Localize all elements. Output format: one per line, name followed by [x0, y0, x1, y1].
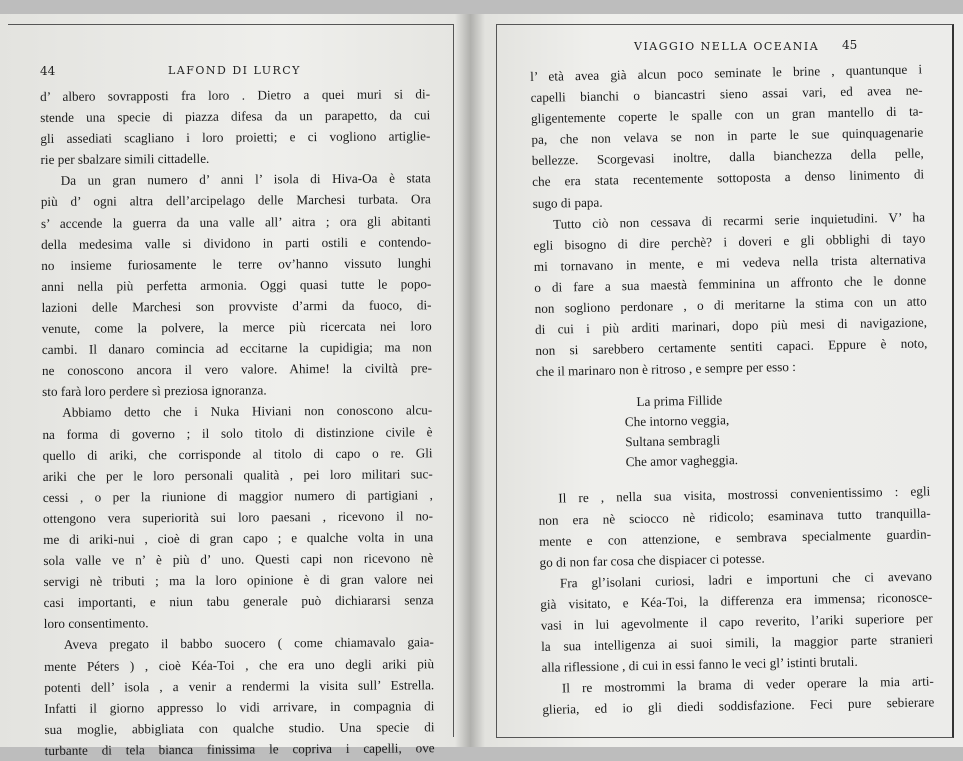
text-line: già visitato, e Kéa-Toi, la differenza era immensa; riconosce- — [540, 589, 933, 612]
right-page-text — [530, 58, 934, 720]
text-line: pa, che non velava se non in parte le sue quinquagenarie — [531, 124, 924, 148]
text-line: capelli bianchi o biancastri sieno assai vari, ed avea ne- — [530, 82, 923, 106]
text-line: gli assediati scagliano i loro proietti; e ci vogliono artiglie- — [40, 128, 431, 147]
text-line: loro consentimento. — [43, 615, 149, 632]
text-line: sua moglie, abbigliata con qualche studio. Una specie di — [44, 719, 435, 737]
poem-stanza — [536, 387, 929, 475]
text-line: bellezze. Scorgevasi inoltre, dalla bianchezza della pelle, — [531, 145, 924, 169]
text-line: sola valle ve n’ è più d’ uno. Questi capi non ricevono nè — [43, 550, 434, 569]
text-line: mi tornavano in mente, e mi vedeva nella trista alternativa — [533, 251, 926, 274]
text-line: servigi nè tributi ; ma la loro opinione è di gran valore nei — [43, 571, 434, 590]
book-gutter — [455, 14, 485, 747]
text-line: no insieme furiosamente le terre ov’hanno vissuto lunghi — [41, 255, 432, 273]
text-line: Il re mostrommi la brama di veder operare la mia arti- — [561, 673, 935, 696]
text-line: turbante di tela bianca finissima le copriva i capelli, ove — [44, 740, 435, 758]
text-line: venute, come la polvere, la merce più ricercata nei loro — [41, 318, 432, 337]
text-line: go di non far cosa che dispiacer ci potesse. — [539, 550, 765, 570]
text-line: Infatti il giorno appresso lo vidi arrivare, in compagnia di — [44, 697, 435, 716]
text-line: Tutto ciò non cessava di recarmi serie inquietudini. V’ ha — [552, 209, 926, 232]
text-line: ottengono vera superiorità sui loro paesani , ricevono il no- — [42, 508, 434, 526]
text-line: cambi. Il danaro comincia ad eccitarne la cupidigia; ma non — [41, 339, 432, 358]
text-line: na forma di governo ; il solo titolo di distinzione civile è — [42, 423, 433, 442]
text-line: anni nella più perfetta armonia. Oggi quasi tutte le popo- — [41, 276, 432, 294]
left-page-text — [40, 83, 435, 761]
text-line: di cui i più arditi marinari, dopo più mesi di navigazione, — [534, 314, 928, 338]
text-line: cessi , o per la riunione di maggior numero di partigiani , — [42, 487, 433, 505]
text-line: casi importanti, e niun tabu generale può dichiararsi senza — [43, 592, 434, 611]
left-page-number: 44 — [40, 64, 56, 78]
text-line: egli bisogno di dire perchè? i doveri e gli obblighi di tayo — [533, 230, 926, 253]
text-line: stende una specie di piazza difesa da un parapetto, da cui — [40, 107, 431, 126]
poem-line: Che amor vagheggia. — [625, 452, 739, 470]
right-running-head: VIAGGIO NELLA OCEANIA — [634, 40, 820, 53]
text-line: Il re , nella sua visita, mostrossi convenientissimo : egli — [558, 483, 931, 506]
right-text-before-poem — [530, 58, 928, 382]
text-line: o di fare a sua maestà femminina un affronto che le donne — [534, 272, 927, 295]
text-line: sugo di papa. — [532, 194, 603, 211]
text-line: più d’ ogni altra dell’arcipelago delle Marchesi turbata. Ora — [40, 191, 431, 210]
text-line: ariki che per le loro personali qualità , pei loro militari suc- — [42, 465, 433, 484]
poem-line: Che intorno veggia, — [624, 412, 730, 430]
text-line: mente Péters ) , cioè Kéa-Toi , che era uno degli ariki più — [43, 655, 435, 674]
text-line: sto farà loro perdere sì preziosa ignoranza. — [42, 382, 267, 400]
text-line: s’ accende la guerra da una valle all’ aitra ; ora gli abitanti — [40, 212, 431, 231]
poem-line: Sultana sembragli — [625, 432, 721, 450]
text-line: Abbiamo detto che i Nuka Hiviani non conoscono alcu- — [62, 402, 433, 421]
text-line: lazioni delle Marchesi son provviste d’armi da fuoco, di- — [41, 297, 432, 315]
text-line: l’ età avea già alcun poco seminate le brine , quantunque i — [530, 61, 923, 84]
text-line: me di ariki-nui , cioè di gran capo ; e qualche volta in una — [43, 529, 434, 547]
text-line: potenti dell’ isola , a venir a rendermi la visita sull’ Estrella. — [44, 676, 435, 695]
text-line: Da un gran numero d’ anni l’ isola di Hiva-Oa è stata — [60, 170, 431, 189]
text-line: d’ albero sovrapposti fra loro . Dietro a quei muri si di- — [40, 86, 431, 104]
text-line: quello di ariki, che corrisponde al titolo di capo o re. Gli — [42, 444, 433, 463]
text-line: gligentemente coperte le spalle con un gran mantello di ta- — [530, 103, 924, 127]
text-line: non si sarebbero certamente sentiti capaci. Eppure è noto, — [535, 335, 928, 359]
text-line: glieria, ed io gli diedi soddisfazione. Feci pure sebierare — [542, 694, 935, 718]
text-line: alla riflessione , di cui in essi fanno le veci gl’ istinti brutali. — [541, 653, 858, 676]
text-line: che il marinaro non è ritroso , e sempre per esso : — [535, 359, 796, 380]
text-line: Fra gl’isolani curiosi, ladri e importuni che ci avevano — [559, 568, 933, 591]
text-line: la sua intelligenza ai suoi simili, la maggior parte stranieri — [541, 631, 934, 654]
poem-line: La prima Fillide — [636, 392, 723, 410]
right-page-number: 45 — [842, 38, 858, 52]
left-running-head: LAFOND DI LURCY — [168, 64, 301, 77]
text-line: della medesima valle si dividono in parti ostili e contendo- — [41, 233, 432, 252]
text-line: vasi in lui agevolmente il capo reverito, l’ariki superiore per — [540, 610, 933, 633]
text-line: non sogliono perdonare , o di meritarne la stima con un atto — [534, 293, 927, 316]
text-line: Aveva pregato il babbo suocero ( come chiamavalo gaia- — [63, 634, 434, 653]
text-line: mente e con attenzione, e sembrava specialmente guardin- — [538, 525, 932, 549]
text-line: che era stata recentemente sottoposta a denso linimento di — [532, 166, 925, 190]
right-text-after-poem — [538, 481, 934, 721]
text-line: rie per sbalzare simili cittadelle. — [40, 151, 210, 168]
text-line: non era nè sciocco nè ridicolo; esaminava tutto tranquilla- — [538, 504, 931, 528]
text-line: ne conoscono ancora il vero valore. Ahime! la civiltà pre- — [41, 360, 433, 379]
